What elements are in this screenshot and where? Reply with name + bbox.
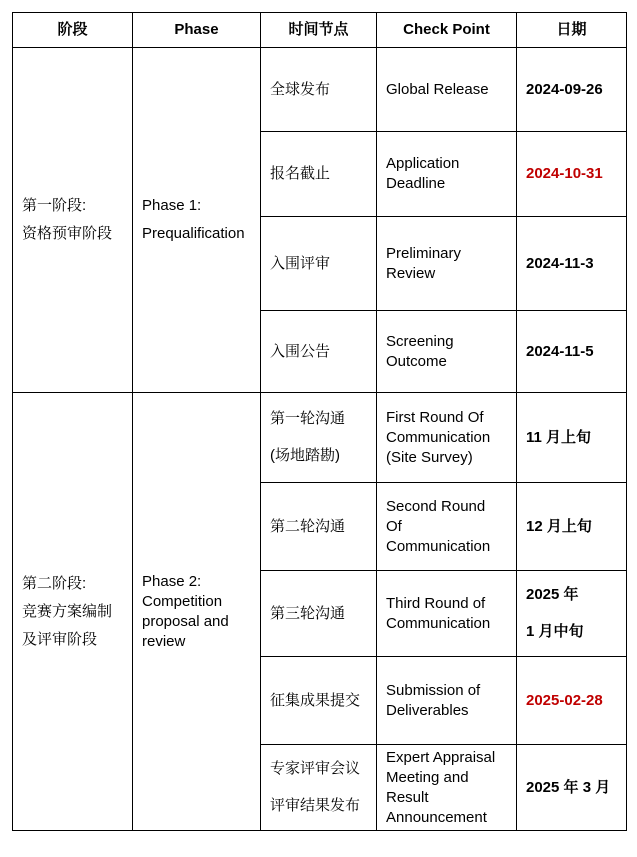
time-node-cell [261, 132, 377, 217]
text-line: Review [386, 264, 436, 282]
text-line: review [142, 632, 186, 650]
phase-cell-phase2 [133, 393, 261, 831]
time-node-cell [261, 393, 377, 483]
col-header-phase: Phase [133, 13, 261, 48]
col-header-time-node: 时间节点 [261, 13, 377, 48]
text-line: Second Round [386, 497, 486, 515]
text-line: 第一阶段: [22, 197, 87, 214]
text-line: 第三轮沟通 [270, 604, 346, 622]
date-cell [517, 393, 627, 483]
time-node-cell [261, 311, 377, 393]
check-point-cell [377, 657, 517, 745]
date-cell [517, 745, 627, 831]
stage-cell-phase2 [13, 393, 133, 831]
text-line: Communication [386, 614, 491, 632]
text-line: 11 月上旬 [526, 428, 592, 446]
check-point-cell [377, 217, 517, 311]
check-point-cell [377, 483, 517, 571]
text-line: 专家评审会议 [270, 760, 361, 777]
text-line: 报名截止 [270, 165, 331, 182]
text-line: (Site Survey) [386, 448, 473, 466]
text-line: 及评审阶段 [22, 630, 98, 648]
time-node-cell [261, 217, 377, 311]
col-header-stage: 阶段 [13, 13, 133, 48]
text-line: 竞赛方案编制 [22, 602, 113, 620]
text-line: Phase 1: [142, 197, 202, 214]
text-line: 2024-09-26 [526, 80, 603, 98]
text-line: 入围公告 [270, 342, 331, 360]
text-line: 2025 年 [526, 586, 579, 603]
text-line: Submission of [386, 681, 481, 699]
text-line: Phase 2: [142, 572, 202, 590]
text-line: 2025 年 3 月 [526, 778, 611, 796]
text-line: 1 月中旬 [526, 623, 584, 640]
time-node-cell [261, 571, 377, 657]
text-line: Competition [142, 592, 223, 610]
date-cell [517, 217, 627, 311]
text-line: Application [386, 155, 460, 172]
text-line: Third Round of [386, 594, 486, 612]
text-line: 2024-11-3 [526, 254, 594, 272]
date-cell [517, 571, 627, 657]
text-line: Announcement [386, 808, 487, 826]
text-line: 全球发布 [270, 80, 331, 98]
date-cell [517, 311, 627, 393]
check-point-cell [377, 311, 517, 393]
text-line: Communication [386, 537, 491, 555]
time-node-cell [261, 483, 377, 571]
text-line: (场地踏勘) [270, 447, 340, 464]
text-line: 第二轮沟通 [270, 517, 346, 535]
time-node-cell [261, 657, 377, 745]
text-line: 2024-10-31 [526, 165, 603, 182]
text-line: 2024-11-5 [526, 342, 594, 360]
date-cell [517, 48, 627, 132]
col-header-check-point: Check Point [377, 13, 517, 48]
check-point-cell [377, 393, 517, 483]
col-header-date: 日期 [517, 13, 627, 48]
time-node-cell [261, 745, 377, 831]
check-point-cell [377, 132, 517, 217]
text-line: 入围评审 [270, 254, 331, 272]
text-line: Deliverables [386, 701, 469, 719]
text-line: Global Release [386, 80, 489, 98]
phase-cell-phase1 [133, 48, 261, 393]
text-line: 资格预审阶段 [22, 225, 113, 242]
text-line: proposal and [142, 612, 229, 630]
text-line: Communication [386, 428, 491, 446]
text-line: 评审结果发布 [270, 797, 361, 814]
text-line: Expert Appraisal [386, 748, 496, 766]
text-line: 征集成果提交 [270, 691, 361, 709]
check-point-cell [377, 48, 517, 132]
table-row-global-release [13, 48, 627, 132]
date-cell [517, 483, 627, 571]
text-line: Outcome [386, 352, 447, 370]
text-line: 第二阶段: [22, 574, 87, 592]
header-row [13, 13, 627, 48]
date-cell [517, 657, 627, 745]
text-line: First Round Of [386, 408, 484, 426]
time-node-cell [261, 48, 377, 132]
text-line: Of [386, 517, 402, 535]
check-point-cell [377, 745, 517, 831]
competition-schedule-table [12, 12, 627, 831]
text-line: 第一轮沟通 [270, 410, 346, 427]
text-line: 2025-02-28 [526, 691, 603, 709]
date-cell [517, 132, 627, 217]
stage-cell-phase1 [13, 48, 133, 393]
text-line: Result [386, 788, 429, 806]
text-line: Meeting and [386, 768, 469, 786]
text-line: Screening [386, 332, 454, 350]
text-line: Deadline [386, 175, 446, 192]
check-point-cell [377, 571, 517, 657]
text-line: Preliminary [386, 244, 462, 262]
text-line: 12 月上旬 [526, 517, 592, 535]
text-line: Prequalification [142, 225, 245, 242]
table-row-first-round-communication [13, 393, 627, 483]
